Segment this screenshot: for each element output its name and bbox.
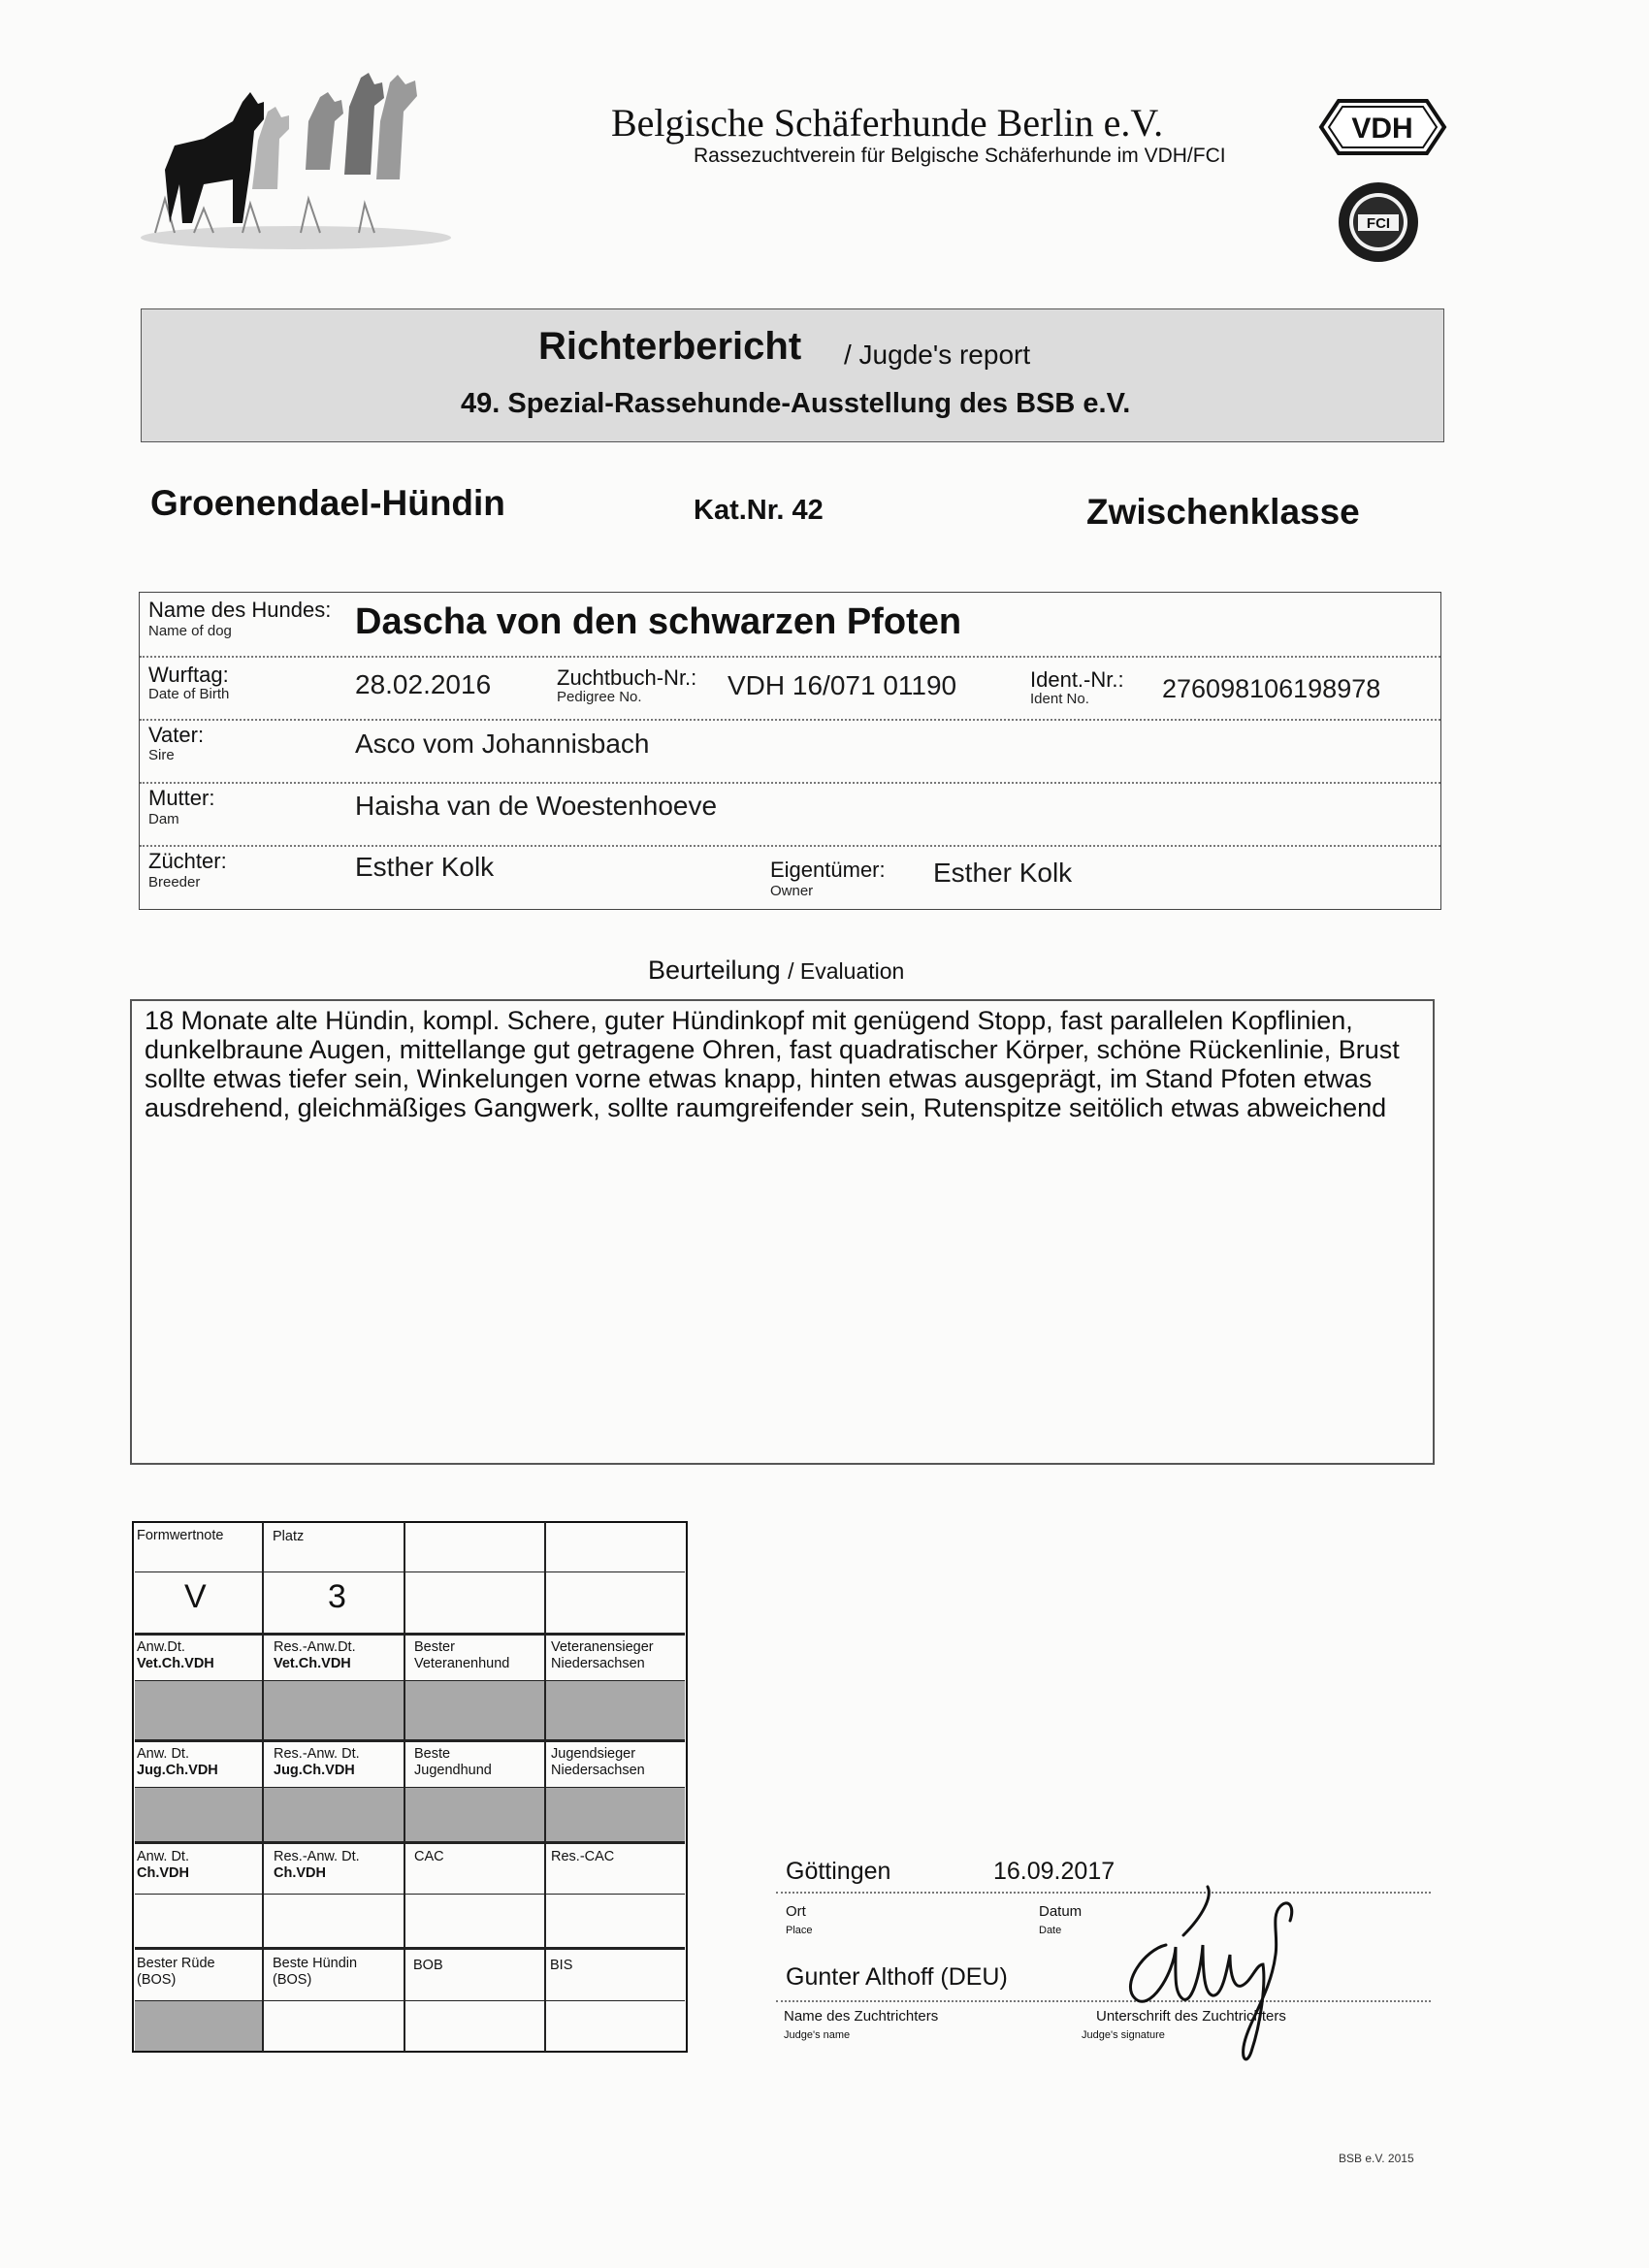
evaluation-title-de: Beurteilung (648, 956, 781, 985)
jug-res-anw-line1: Res.-Anw. Dt. (274, 1746, 360, 1762)
best-male-cell (137, 1956, 215, 1989)
signature-label: Unterschrift des Zuchtrichters (1096, 2008, 1286, 2025)
date-value: 16.09.2017 (993, 1858, 1116, 1885)
grid-line (135, 1841, 685, 1844)
vet-res-anw-line1: Res.-Anw.Dt. (274, 1639, 356, 1655)
dob-label: Wurftag: (148, 663, 229, 687)
ch-res-anw-line2: Ch.VDH (274, 1865, 326, 1881)
jug-winner-cell (551, 1746, 645, 1779)
best-female-cell (273, 1956, 357, 1989)
name-label: Name des Hundes: (148, 598, 332, 622)
owner-label-en: Owner (770, 883, 814, 899)
grid-line (135, 1787, 685, 1788)
report-title: Richterbericht (538, 325, 802, 368)
jug-anw-line1: Anw. Dt. (137, 1746, 189, 1762)
vet-best-line2: Veteranenhund (414, 1656, 510, 1671)
vet-res-anw-cell (274, 1639, 356, 1672)
grid-line (135, 1739, 685, 1742)
bob-cell: BOB (413, 1958, 443, 1973)
cac-cell: CAC (414, 1849, 444, 1864)
pedigree-number: VDH 16/071 01190 (728, 670, 957, 700)
footer-text: BSB e.V. 2015 (1339, 2152, 1414, 2165)
row-divider (140, 719, 1440, 721)
formwertnote-label: Formwertnote (137, 1528, 224, 1543)
place-label: Ort (786, 1903, 806, 1920)
breeder-label: Züchter: (148, 849, 227, 873)
vet-best-line1: Bester (414, 1639, 455, 1655)
evaluation-text: 18 Monate alte Hündin, kompl. Schere, guter Hündinkopf mit genügend Stopp, fast parallelen Kopflinien, dunkelbraune Augen, mittellange gut getragene Ohren, fast quadratischer Körper, schöne Rückenlinie, Brust sollte etwas tiefer sein, Winkelungen vorne etwas knapp, hinten etwas ausgeprägt, im Stand Pfoten etwas ausdrehend, gleichmäßiges Gangwerk, sollte raumgreifender sein, Rutenspitze seitölich etwas abweichend (145, 1006, 1400, 1122)
bis-cell: BIS (550, 1958, 573, 1973)
vdh-logo-text: VDH (1351, 113, 1413, 145)
judge-name-label-en: Judge's name (784, 2029, 851, 2041)
sire-label-en: Sire (148, 747, 175, 763)
ident-label: Ident.-Nr.: (1030, 667, 1124, 692)
event-name: 49. Spezial-Rassehunde-Ausstellung des BSB e.V. (461, 388, 1131, 419)
club-dogs-logo (136, 53, 456, 252)
fci-logo-text: FCI (1366, 215, 1391, 232)
vet-res-anw-line2: Vet.Ch.VDH (274, 1656, 351, 1671)
vet-anw-line2: Vet.Ch.VDH (137, 1656, 214, 1671)
grid-line (135, 1633, 685, 1636)
club-subtitle: Rassezuchtverein für Belgische Schäferhunde im VDH/FCI (694, 145, 1226, 167)
jug-best-line1: Beste (414, 1746, 451, 1762)
sire-name: Asco vom Johannisbach (355, 729, 650, 759)
evaluation-title-en: / Evaluation (788, 958, 905, 984)
catalogue-number: Kat.Nr. 42 (694, 495, 824, 526)
dam-label: Mutter: (148, 786, 215, 810)
dam-label-en: Dam (148, 811, 179, 827)
grid-line (135, 1680, 685, 1681)
best-male-line2: (BOS) (137, 1972, 177, 1988)
dam-name: Haisha van de Woestenhoeve (355, 791, 718, 821)
best-male-line1: Bester Rüde (137, 1956, 215, 1971)
pedigree-label-en: Pedigree No. (557, 689, 642, 705)
judge-name-label: Name des Zuchtrichters (784, 2008, 939, 2025)
jug-anw-line2: Jug.Ch.VDH (137, 1763, 218, 1778)
breeder-label-en: Breeder (148, 874, 201, 891)
breed-sex: Groenendael-Hündin (150, 483, 505, 523)
jug-anw-cell (137, 1746, 218, 1779)
ch-anw-cell (137, 1849, 189, 1882)
jug-res-anw-line2: Jug.Ch.VDH (274, 1763, 355, 1778)
res-cac-cell: Res.-CAC (551, 1849, 615, 1864)
pedigree-label: Zuchtbuch-Nr.: (557, 665, 697, 690)
ch-res-anw-cell (274, 1849, 360, 1882)
fci-logo (1337, 180, 1420, 264)
vdh-logo (1317, 97, 1448, 157)
best-female-line2: (BOS) (273, 1972, 312, 1988)
evaluation-title (648, 956, 904, 986)
name-label-en: Name of dog (148, 623, 232, 639)
jug-best-cell (414, 1746, 492, 1779)
dob-label-en: Date of Birth (148, 686, 230, 702)
judge-name: Gunter Althoff (DEU) (786, 1963, 1008, 1991)
place-date-line (776, 1892, 1431, 1894)
jug-best-line2: Jugendhund (414, 1763, 492, 1778)
jug-winner-line1: Jugendsieger (551, 1746, 636, 1762)
jug-winner-line2: Niedersachsen (551, 1763, 645, 1778)
platz-label: Platz (273, 1529, 305, 1544)
sire-label: Vater: (148, 723, 205, 747)
jug-shaded-row (135, 1787, 685, 1842)
ch-res-anw-line1: Res.-Anw. Dt. (274, 1849, 360, 1864)
date-of-birth: 28.02.2016 (355, 669, 492, 699)
bos-shaded-cell (135, 2000, 262, 2051)
ident-number: 276098106198978 (1162, 674, 1381, 703)
jug-res-anw-cell (274, 1746, 360, 1779)
place-value: Göttingen (786, 1858, 891, 1885)
row-divider (140, 782, 1440, 784)
place-label-en: Place (786, 1925, 813, 1936)
platz-value: 3 (328, 1578, 346, 1615)
best-female-line1: Beste Hündin (273, 1956, 358, 1971)
ident-label-en: Ident No. (1030, 691, 1089, 707)
row-divider (140, 845, 1440, 847)
ch-anw-line2: Ch.VDH (137, 1865, 189, 1881)
judge-line (776, 2000, 1431, 2002)
date-label: Datum (1039, 1903, 1083, 1920)
vet-winner-cell (551, 1639, 654, 1672)
grid-line (135, 1947, 685, 1950)
vet-anw-cell (137, 1639, 214, 1672)
vet-winner-line1: Veteranensieger (551, 1639, 654, 1655)
grid-line (135, 2000, 685, 2001)
formwertnote-value: V (184, 1578, 207, 1615)
date-label-en: Date (1039, 1925, 1062, 1936)
grid-line (135, 1571, 685, 1572)
owner-name: Esther Kolk (933, 858, 1073, 888)
show-class: Zwischenklasse (1086, 492, 1360, 532)
ch-anw-line1: Anw. Dt. (137, 1849, 189, 1864)
vet-shaded-row (135, 1680, 685, 1740)
grid-line (135, 1894, 685, 1895)
judge-signature (1106, 1877, 1319, 2071)
owner-label: Eigentümer: (770, 858, 886, 882)
dog-name: Dascha von den schwarzen Pfoten (355, 601, 962, 642)
report-title-english: / Jugde's report (844, 340, 1031, 370)
breeder-name: Esther Kolk (355, 852, 495, 882)
signature-label-en: Judge's signature (1082, 2029, 1165, 2041)
club-name: Belgische Schäferhunde Berlin e.V. (611, 101, 1164, 145)
vet-best-cell (414, 1639, 509, 1672)
row-divider (140, 656, 1440, 658)
vet-winner-line2: Niedersachsen (551, 1656, 645, 1671)
vet-anw-line1: Anw.Dt. (137, 1639, 185, 1655)
